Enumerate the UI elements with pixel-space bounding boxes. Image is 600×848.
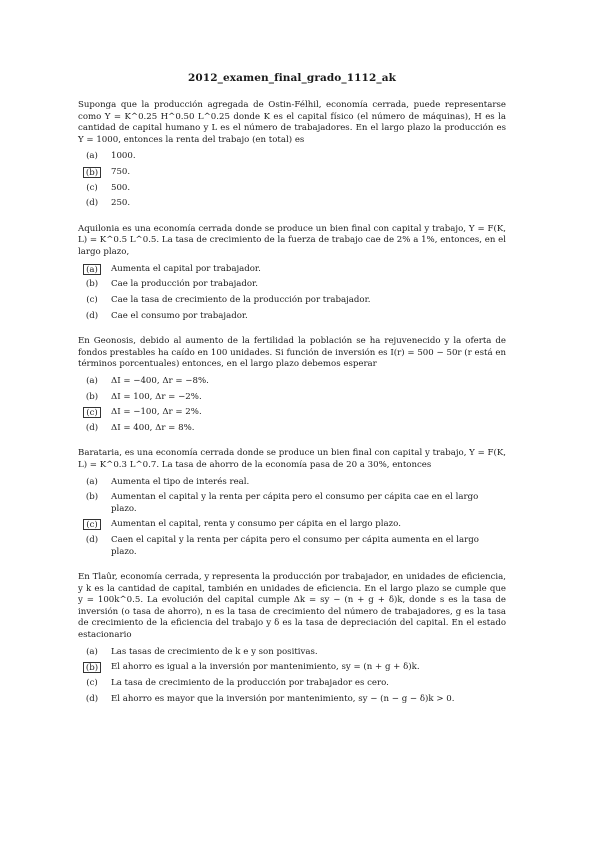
option-letter: (a) <box>86 476 98 487</box>
question-4 <box>78 448 506 558</box>
option-letter-marked: (b) <box>83 662 101 673</box>
answer-option[interactable] <box>78 535 506 558</box>
option-letter: (b) <box>85 492 99 503</box>
option-text: ΔI = −400, Δr = −8%. <box>111 375 209 386</box>
option-letter: (d) <box>85 535 99 546</box>
option-letter: (b) <box>85 391 99 402</box>
answer-option[interactable] <box>78 423 506 434</box>
option-text: Cae la tasa de crecimiento de la producción por trabajador. <box>111 295 371 306</box>
answer-option[interactable] <box>78 647 506 658</box>
question-5 <box>78 572 506 705</box>
option-letter: (a) <box>86 646 98 657</box>
option-letter: (d) <box>85 693 99 704</box>
option-letter-marked: (a) <box>83 264 101 275</box>
answer-option[interactable] <box>78 279 506 290</box>
option-text: ΔI = 100, Δr = −2%. <box>111 391 202 402</box>
answer-option[interactable] <box>78 311 506 322</box>
option-letter-marked: (b) <box>83 167 101 178</box>
question-stem: En Tlaûr, economía cerrada, y representa la producción por trabajador, en unidades de eficiencia, y k es la cantidad de capital, también en unidades de eficiencia. En el largo plazo se cumple que y = 100k^0.5. La evolución del capital cumple Δk = sy − (n + g + δ)k, donde s es la tasa de inversión (o tasa de ahorro), n es la tasa de crecimiento del número de trabajadores, g es la tasa de crecimiento de la eficiencia del trabajo y δ es la tasa de depreciación del capital. En el estado estacionario <box>78 572 506 640</box>
answer-option[interactable] <box>78 678 506 689</box>
option-letter: (b) <box>85 279 99 290</box>
option-text: Aumentan el capital y la renta per cápita pero el consumo per cápita cae en el largo plazo. <box>111 492 479 514</box>
answer-option[interactable] <box>78 694 506 705</box>
option-text: Aumenta el capital por trabajador. <box>111 263 261 274</box>
answer-option[interactable] <box>78 295 506 306</box>
option-letter: (d) <box>85 198 99 209</box>
option-text: Cae la producción por trabajador. <box>111 279 258 290</box>
option-letter: (a) <box>86 375 98 386</box>
option-text: Aumenta el tipo de interés real. <box>111 476 250 487</box>
option-text: ΔI = 400, Δr = 8%. <box>111 423 195 434</box>
page-title: 2012_examen_final_grado_1112_ak <box>188 72 396 84</box>
answer-option[interactable] <box>78 151 506 162</box>
option-letter: (d) <box>85 310 99 321</box>
option-letter: (c) <box>86 677 98 688</box>
question-3 <box>78 336 506 434</box>
answer-option[interactable] <box>78 167 506 178</box>
question-stem: Barataria, es una economía cerrada donde se produce un bien final con capital y trabajo, Y = F(K, L) = K^0.3 L^0.7. La tasa de ahorro de la economía pasa de 20 a 30%, entonces <box>78 448 506 471</box>
option-text: Caen el capital y la renta per cápita pero el consumo per cápita aumenta en el largo plazo. <box>111 535 479 557</box>
option-text: ΔI = −100, Δr = 2%. <box>111 407 202 418</box>
option-letter: (c) <box>86 182 98 193</box>
question-stem: Aquilonia es una economía cerrada donde se produce un bien final con capital y trabajo, Y = F(K, L) = K^0.5 L^0.5. La tasa de crecimiento de la fuerza de trabajo cae de 2% a 1%, entonces, en el largo plazo, <box>78 223 506 258</box>
option-text: El ahorro es mayor que la inversión por mantenimiento, sy − (n − g − δ)k > 0. <box>111 693 455 704</box>
answer-option[interactable] <box>78 492 506 515</box>
question-2 <box>78 224 506 322</box>
option-text: 500. <box>111 182 131 193</box>
option-letter-marked: (c) <box>83 519 101 530</box>
option-text: Aumentan el capital, renta y consumo per cápita en el largo plazo. <box>111 519 401 530</box>
option-letter: (c) <box>86 295 98 306</box>
answer-option[interactable] <box>78 407 506 418</box>
exam-page <box>78 72 506 719</box>
question-stem: Suponga que la producción agregada de Ostin-Félhil, economía cerrada, puede representarse como Y = K^0.25 H^0.50 L^0.25 donde K es el capital físico (el número de máquinas), H es la cantidad de capital humano y L es el número de trabajadores. En el largo plazo la producción es Y = 1000, entonces la renta del trabajo (en total) es <box>78 100 506 145</box>
answer-option[interactable] <box>78 198 506 209</box>
question-stem: En Geonosis, debido al aumento de la fertilidad la población se ha rejuvenecido y la oferta de fondos prestables ha caído en 100 unidades. Si función de inversión es I(r) = 500 − 50r (r está en términos porcentuales) entonces, en el largo plazo debemos esperar <box>78 336 506 370</box>
option-text: Las tasas de crecimiento de k e y son positivas. <box>111 646 318 657</box>
answer-option[interactable] <box>78 264 506 275</box>
option-letter: (a) <box>86 151 98 162</box>
answer-option[interactable] <box>78 392 506 403</box>
answer-option[interactable] <box>78 662 506 673</box>
option-letter: (d) <box>85 423 99 434</box>
answer-option[interactable] <box>78 519 506 530</box>
answer-option[interactable] <box>78 477 506 488</box>
option-text: 250. <box>111 198 131 209</box>
question-1 <box>78 100 506 210</box>
option-text: El ahorro es igual a la inversión por mantenimiento, sy = (n + g + δ)k. <box>111 662 420 673</box>
answer-option[interactable] <box>78 376 506 387</box>
option-text: Cae el consumo por trabajador. <box>111 310 248 321</box>
option-text: 750. <box>111 167 131 178</box>
option-text: La tasa de crecimiento de la producción por trabajador es cero. <box>111 677 389 688</box>
option-text: 1000. <box>111 151 136 162</box>
answer-option[interactable] <box>78 183 506 194</box>
option-letter-marked: (c) <box>83 407 101 418</box>
